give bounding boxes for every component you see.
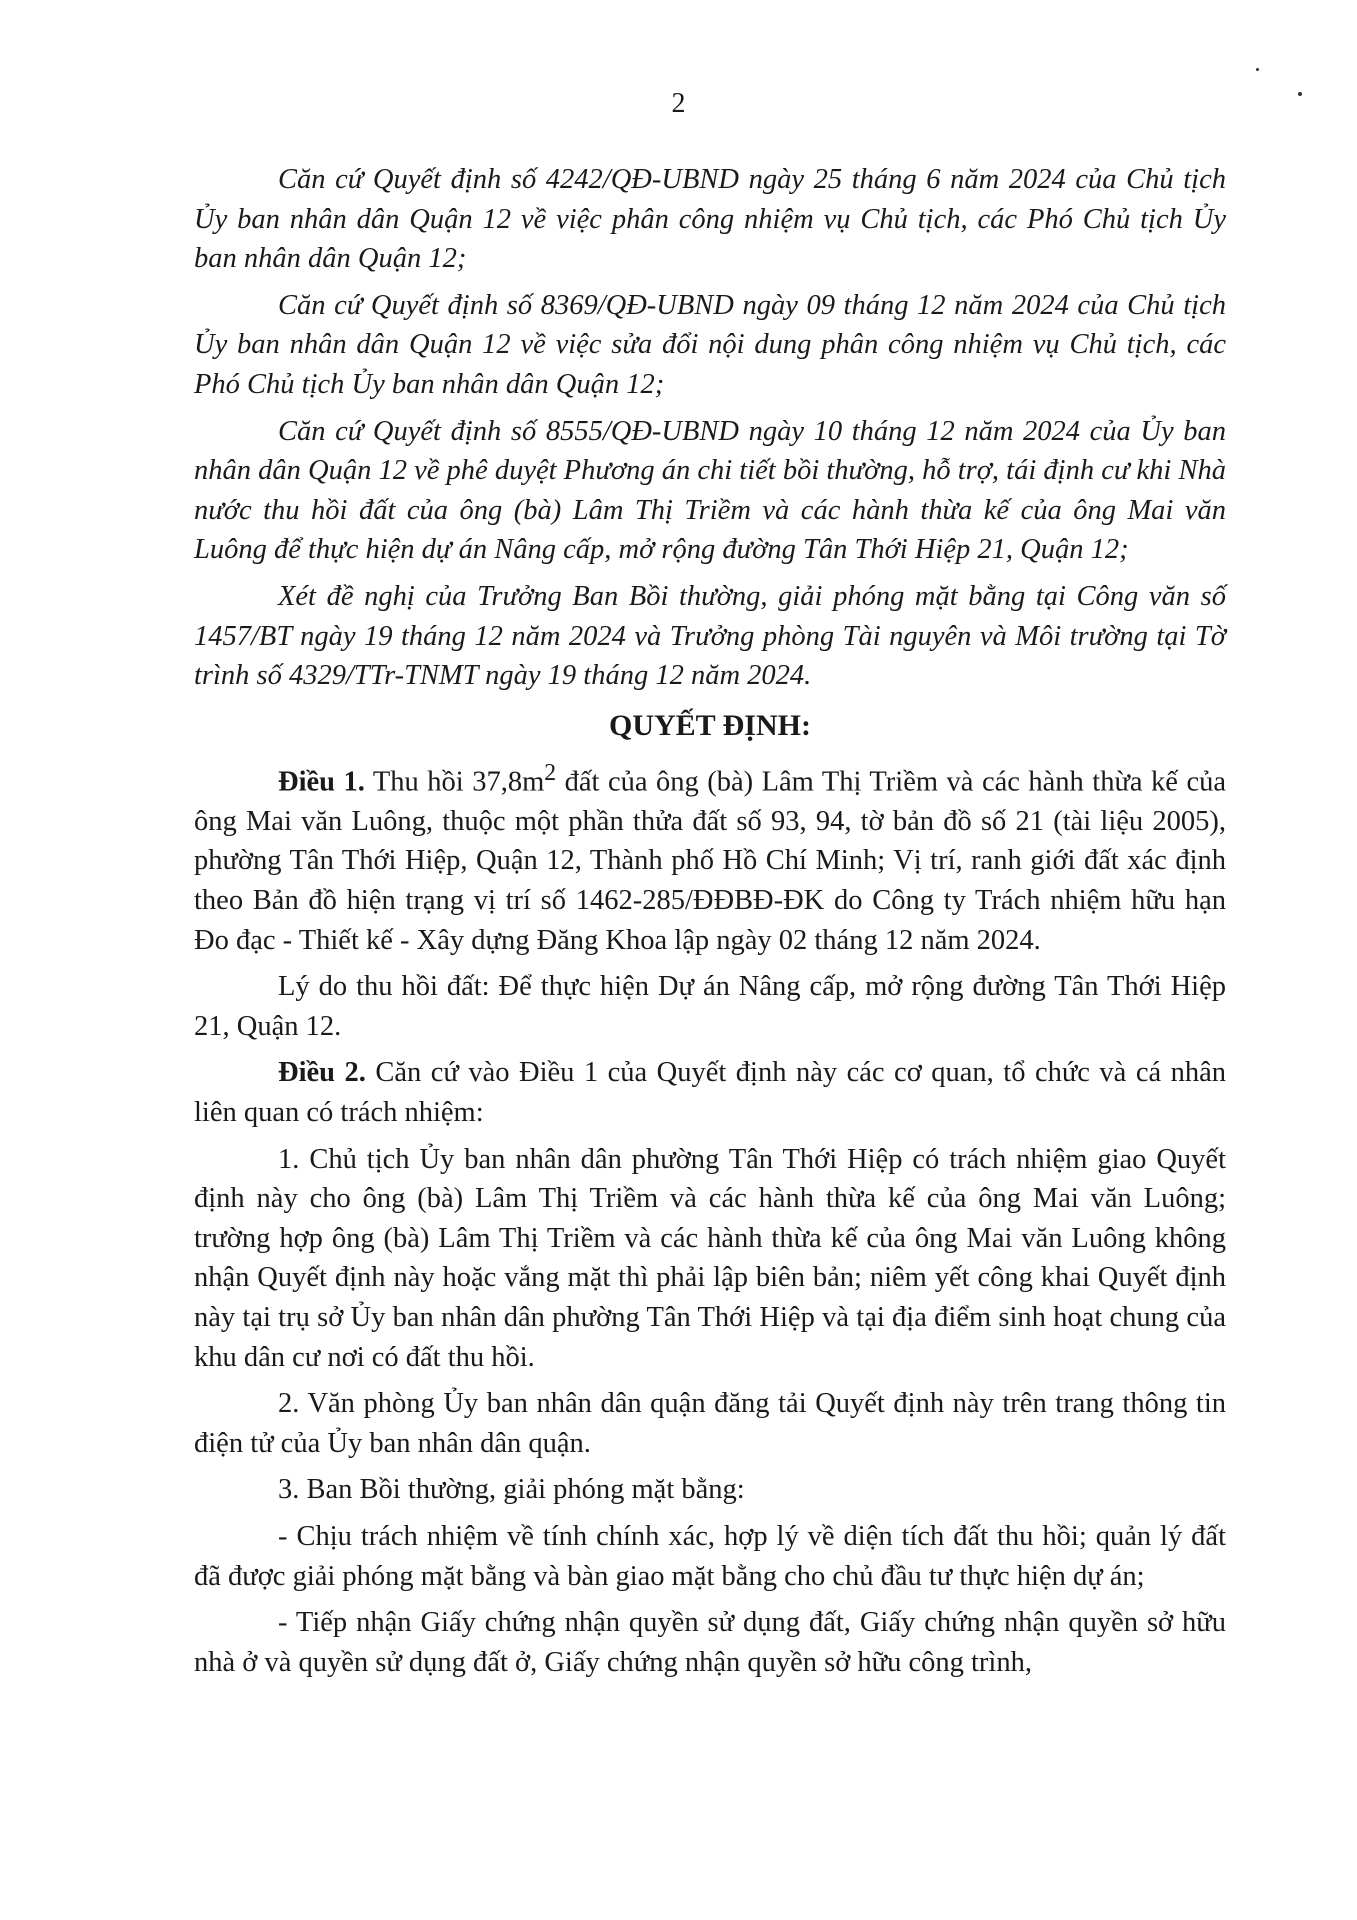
article-1-label: Điều 1. (278, 766, 365, 798)
page-number: 2 (671, 88, 686, 119)
article-1-paragraph (194, 754, 1226, 960)
article-2-item: 3. Ban Bồi thường, giải phóng mặt bằng: (278, 1474, 745, 1506)
article-2-item: 2. Văn phòng Ủy ban nhân dân quận đăng tải Quyết định này trên trang thông tin điện tử của Ủy ban nhân dân quận. (194, 1388, 1226, 1459)
area-unit-superscript: 2 (544, 759, 557, 786)
article-2-item: 1. Chủ tịch Ủy ban nhân dân phường Tân Thới Hiệp có trách nhiệm giao Quyết định này cho ông (bà) Lâm Thị Triềm và các hành thừa kế của ông Mai văn Luông; trường hợp ông (bà) Lâm Thị Triềm và các hành thừa kế của ông Mai văn Luông không nhận Quyết định này hoặc vắng mặt thì phải lập biên bản; niêm yết công khai Quyết định này tại trụ sở Ủy ban nhân dân phường Tân Thới Hiệp và tại địa điểm sinh hoạt chung của khu dân cư nơi có đất thu hồi. (194, 1143, 1226, 1373)
preamble-paragraph: Căn cứ Quyết định số 8555/QĐ-UBND ngày 10 tháng 12 năm 2024 của Ủy ban nhân dân Quận 12 về phê duyệt Phương án chi tiết bồi thường, hỗ trợ, tái định cư khi Nhà nước thu hồi đất của ông (bà) Lâm Thị Triềm và các hành thừa kế của ông Mai văn Luông để thực hiện dự án Nâng cấp, mở rộng đường Tân Thới Hiệp 21, Quận 12; (194, 415, 1226, 566)
article-1-text-start: Thu hồi 37,8m (364, 766, 545, 798)
article-1-reason: Lý do thu hồi đất: Để thực hiện Dự án Nâng cấp, mở rộng đường Tân Thới Hiệp 21, Quận 12. (194, 971, 1226, 1042)
article-1-text-rest: đất của ông (bà) Lâm Thị Triềm và các hành thừa kế của ông Mai văn Luông, thuộc một phần thửa đất số 93, 94, tờ bản đồ số 21 (tài liệu 2005), phường Tân Thới Hiệp, Quận 12, Thành phố Hồ Chí Minh; Vị trí, ranh giới đất xác định theo Bản đồ hiện trạng vị trí số 1462-285/ĐĐBĐ-ĐK do Công ty Trách nhiệm hữu hạn Đo đạc - Thiết kế - Xây dựng Đăng Khoa lập ngày 02 tháng 12 năm 2024. (194, 766, 1227, 956)
article-2-label: Điều 2. (278, 1057, 366, 1089)
article-2-text: Căn cứ vào Điều 1 của Quyết định này các cơ quan, tổ chức và cá nhân liên quan có trách nhiệm: (194, 1057, 1227, 1128)
preamble-paragraph: Căn cứ Quyết định số 4242/QĐ-UBND ngày 25 tháng 6 năm 2024 của Chủ tịch Ủy ban nhân dân Quận 12 về việc phân công nhiệm vụ Chủ tịch, các Phó Chủ tịch Ủy ban nhân dân Quận 12; (194, 164, 1226, 275)
article-2-paragraph (194, 1053, 1226, 1132)
article-2-item: - Chịu trách nhiệm về tính chính xác, hợp lý về diện tích đất thu hồi; quản lý đất đã được giải phóng mặt bằng và bàn giao mặt bằng cho chủ đầu tư thực hiện dự án; (194, 1520, 1226, 1592)
scan-speck (1256, 68, 1259, 71)
decision-heading: QUYẾT ĐỊNH: (609, 708, 811, 742)
preamble-paragraph: Xét đề nghị của Trưởng Ban Bồi thường, giải phóng mặt bằng tại Công văn số 1457/BT ngày 19 tháng 12 năm 2024 và Trưởng phòng Tài nguyên và Môi trường tại Tờ trình số 4329/TTr-TNMT ngày 19 tháng 12 năm 2024. (194, 580, 1226, 692)
document-body (194, 160, 1226, 1682)
scan-speck (1298, 92, 1302, 96)
article-2-item: - Tiếp nhận Giấy chứng nhận quyền sử dụng đất, Giấy chứng nhận quyền sở hữu nhà ở và quyền sử dụng đất ở, Giấy chứng nhận quyền sở hữu công trình, (194, 1607, 1226, 1678)
preamble-paragraph: Căn cứ Quyết định số 8369/QĐ-UBND ngày 09 tháng 12 năm 2024 của Chủ tịch Ủy ban nhân dân Quận 12 về việc sửa đổi nội dung phân công nhiệm vụ Chủ tịch, các Phó Chủ tịch Ủy ban nhân dân Quận 12; (194, 289, 1226, 400)
